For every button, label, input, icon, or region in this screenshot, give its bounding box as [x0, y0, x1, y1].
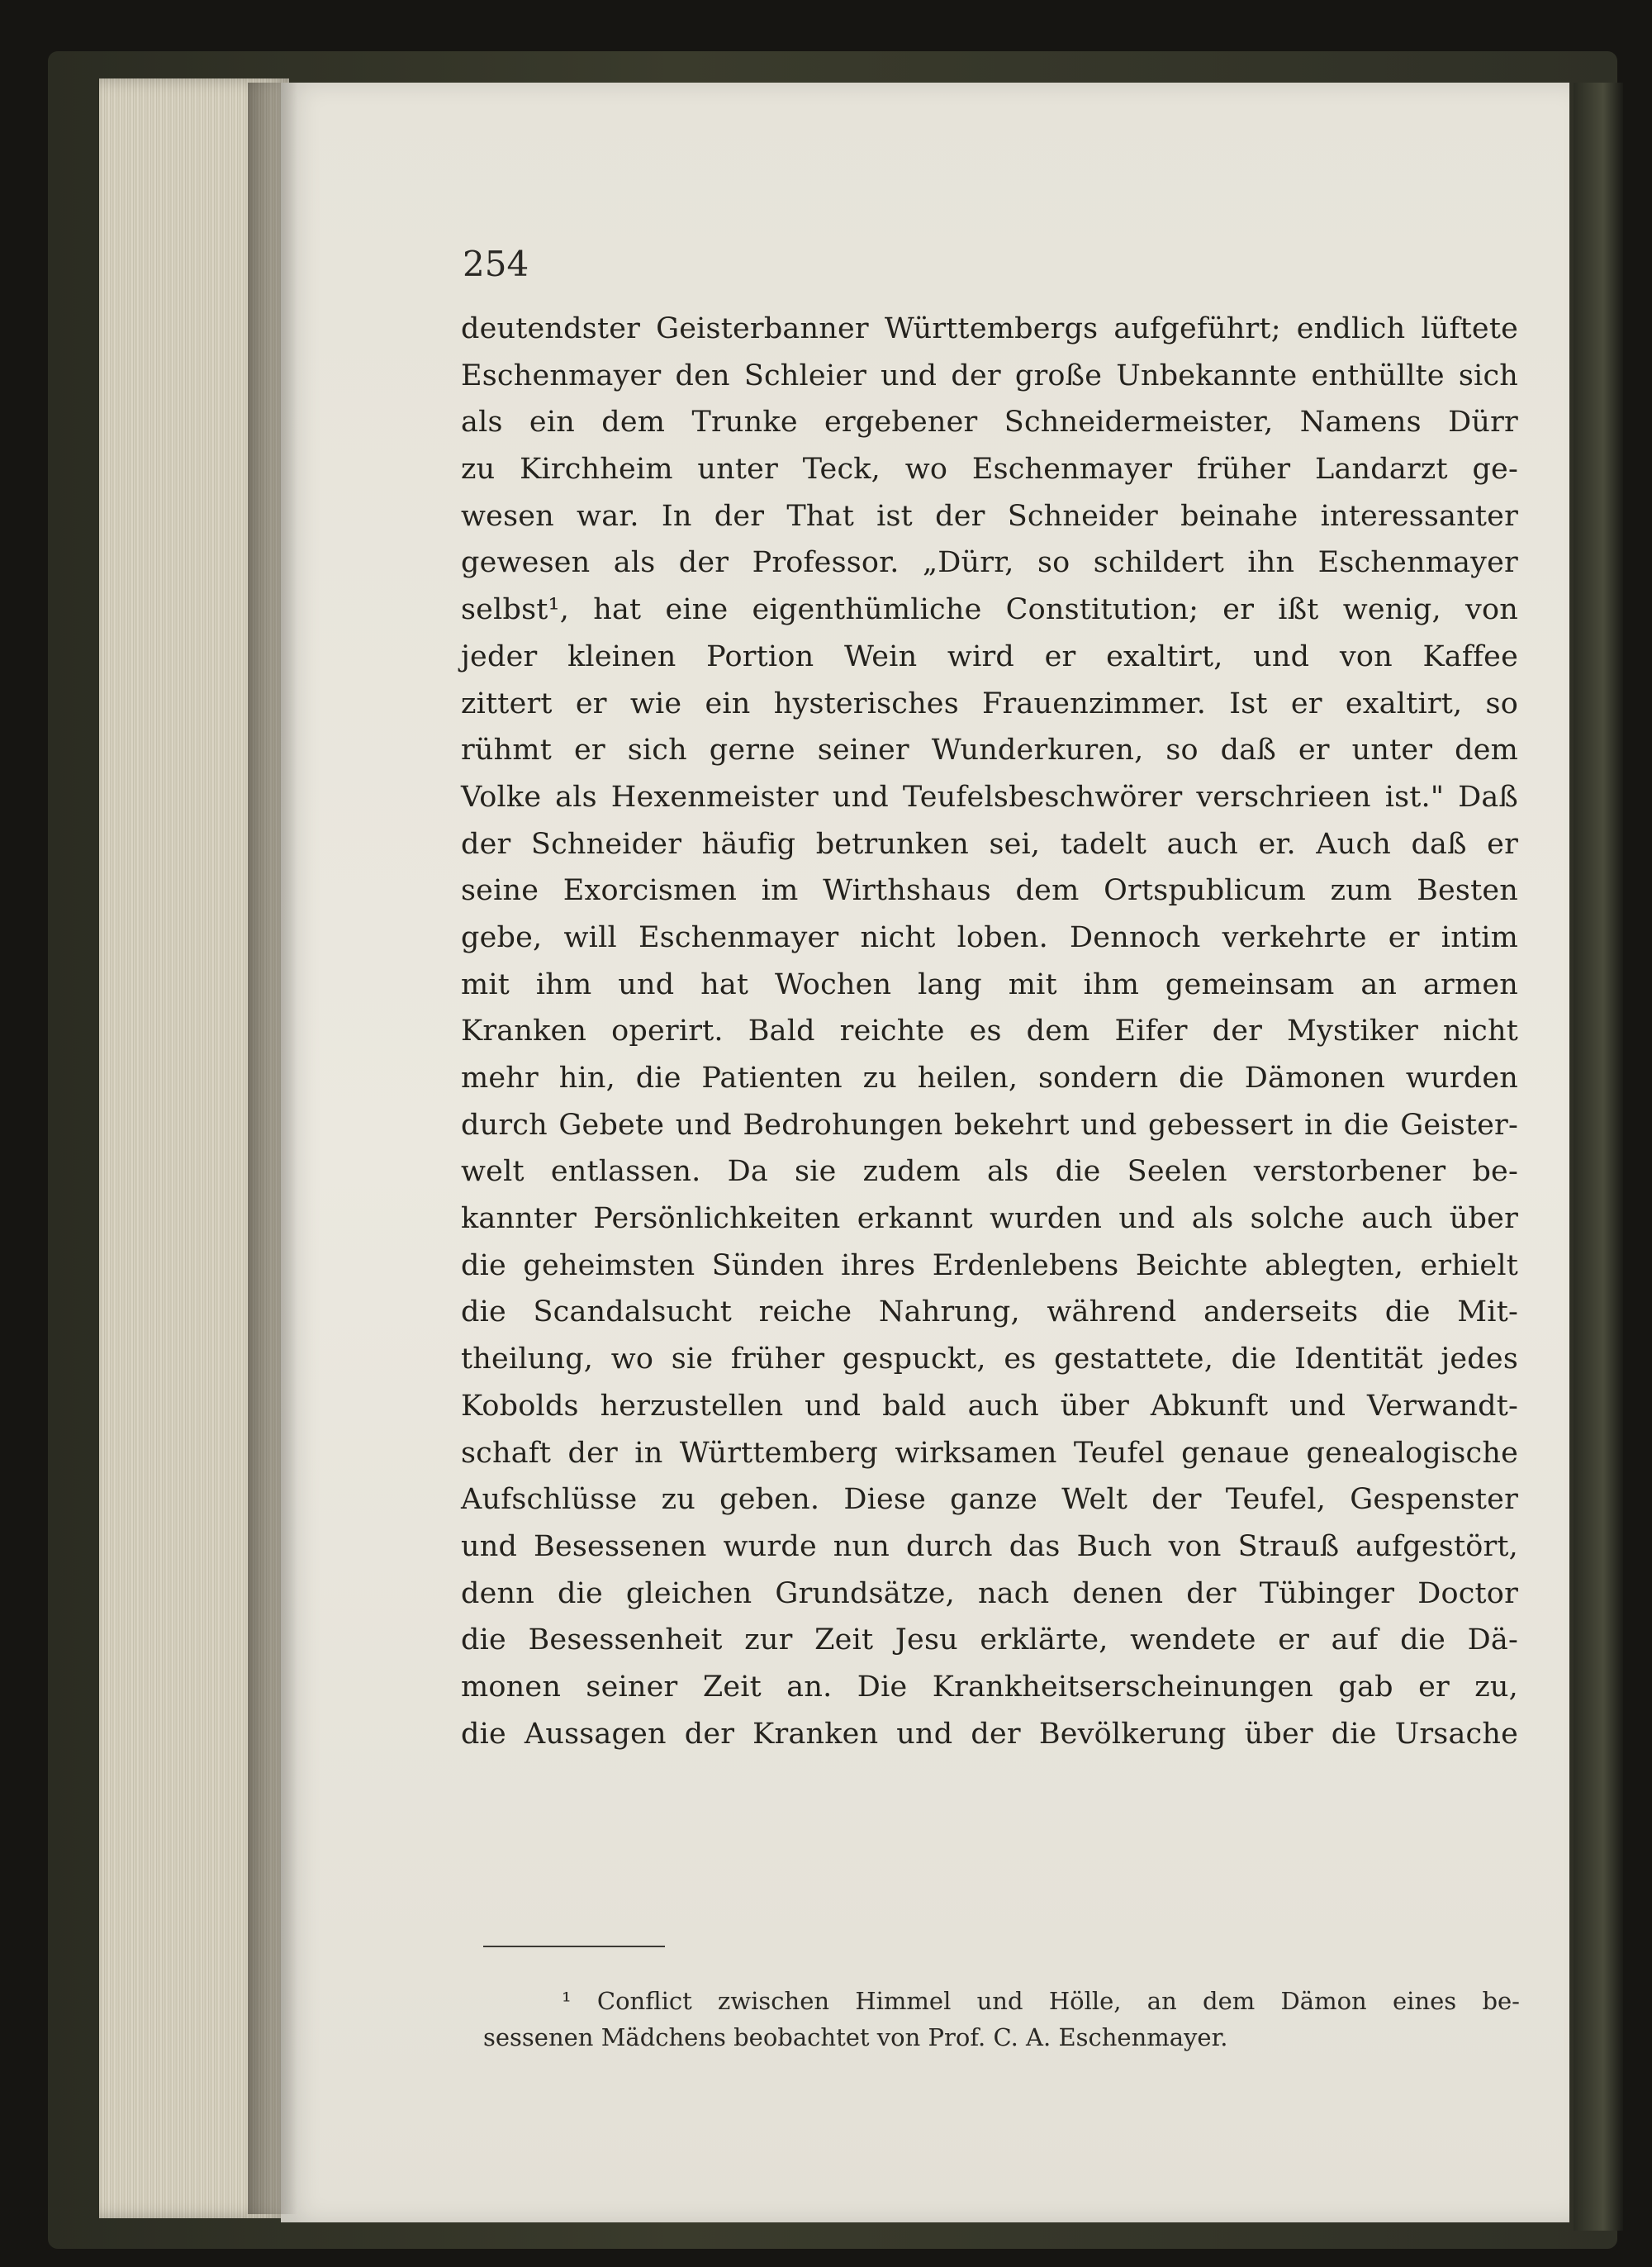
text-line: wesen war. In der That ist der Schneider beinahe interessanter: [461, 499, 1518, 533]
text-line: zu Kirchheim unter Teck, wo Eschenmayer früher Landarzt ge-: [461, 453, 1518, 487]
text-line: die Aussagen der Kranken und der Bevölkerung über die Ursache: [461, 1717, 1518, 1751]
text-line: Eschenmayer den Schleier und der große Unbekannte enthüllte sich: [461, 359, 1518, 392]
text-line: mehr hin, die Patienten zu heilen, sondern die Dämonen wurden: [461, 1062, 1518, 1095]
text-line: theilung, wo sie früher gespuckt, es gestattete, die Identität jedes: [461, 1343, 1518, 1376]
page-gutter-shadow: [248, 83, 297, 2214]
book-page: [281, 83, 1569, 2222]
page-number: 254: [463, 244, 529, 284]
footnote-rule: [483, 1946, 665, 1947]
text-line: deutendster Geisterbanner Württembergs aufgeführt; endlich lüftete: [461, 312, 1518, 345]
text-line: rühmt er sich gerne seiner Wunderkuren, so daß er unter dem: [461, 734, 1518, 768]
body-text: [461, 306, 1518, 1757]
text-line: der Schneider häufig betrunken sei, tadelt auch er. Auch daß er: [461, 827, 1518, 861]
text-line: gebe, will Eschenmayer nicht loben. Dennoch verkehrte er intim: [461, 920, 1518, 954]
text-line: gewesen als der Professor. „Dürr, so schildert ihn Eschenmayer: [461, 546, 1518, 580]
text-line: jeder kleinen Portion Wein wird er exaltirt, und von Kaffee: [461, 639, 1518, 673]
text-line: selbst¹, hat eine eigenthümliche Constitution; er ißt wenig, von: [461, 593, 1518, 627]
footnote: [483, 1983, 1520, 2056]
text-line: mit ihm und hat Wochen lang mit ihm gemeinsam an armen: [461, 967, 1518, 1001]
text-line: zittert er wie ein hysterisches Frauenzimmer. Ist er exaltirt, so: [461, 687, 1518, 720]
footnote-line: sessenen Mädchens beobachtet von Prof. C. A. Eschenmayer.: [483, 2023, 1228, 2051]
text-line: monen seiner Zeit an. Die Krankheitserscheinungen gab er zu,: [461, 1670, 1518, 1704]
text-line: die geheimsten Sünden ihres Erdenlebens Beichte ablegten, erhielt: [461, 1248, 1518, 1282]
footnote-line: ¹ Conflict zwischen Himmel und Hölle, an dem Dämon eines be-: [562, 1987, 1520, 2015]
text-line: kannter Persönlichkeiten erkannt wurden und als solche auch über: [461, 1202, 1518, 1236]
text-line: Kobolds herzustellen und bald auch über Abkunft und Verwandt-: [461, 1389, 1518, 1423]
text-line: Volke als Hexenmeister und Teufelsbeschwörer verschrieen ist." Daß: [461, 780, 1518, 814]
text-line: schaft der in Württemberg wirksamen Teufel genaue genealogische: [461, 1436, 1518, 1470]
text-line: Kranken operirt. Bald reichte es dem Eifer der Mystiker nicht: [461, 1015, 1518, 1048]
text-line: welt entlassen. Da sie zudem als die Seelen verstorbener be-: [461, 1155, 1518, 1189]
text-line: durch Gebete und Bedrohungen bekehrt und gebessert in die Geister-: [461, 1108, 1518, 1142]
text-line: Aufschlüsse zu geben. Diese ganze Welt der Teufel, Gespenster: [461, 1483, 1518, 1517]
text-line: die Scandalsucht reiche Nahrung, während anderseits die Mit-: [461, 1295, 1518, 1329]
right-page-edge: [1574, 83, 1623, 2231]
text-line: die Besessenheit zur Zeit Jesu erklärte, wendete er auf die Dä-: [461, 1623, 1518, 1657]
text-line: seine Exorcismen im Wirthshaus dem Ortspublicum zum Besten: [461, 874, 1518, 908]
text-line: und Besessenen wurde nun durch das Buch von Strauß aufgestört,: [461, 1529, 1518, 1563]
text-line: denn die gleichen Grundsätze, nach denen der Tübinger Doctor: [461, 1576, 1518, 1610]
text-line: als ein dem Trunke ergebener Schneidermeister, Namens Dürr: [461, 406, 1518, 440]
